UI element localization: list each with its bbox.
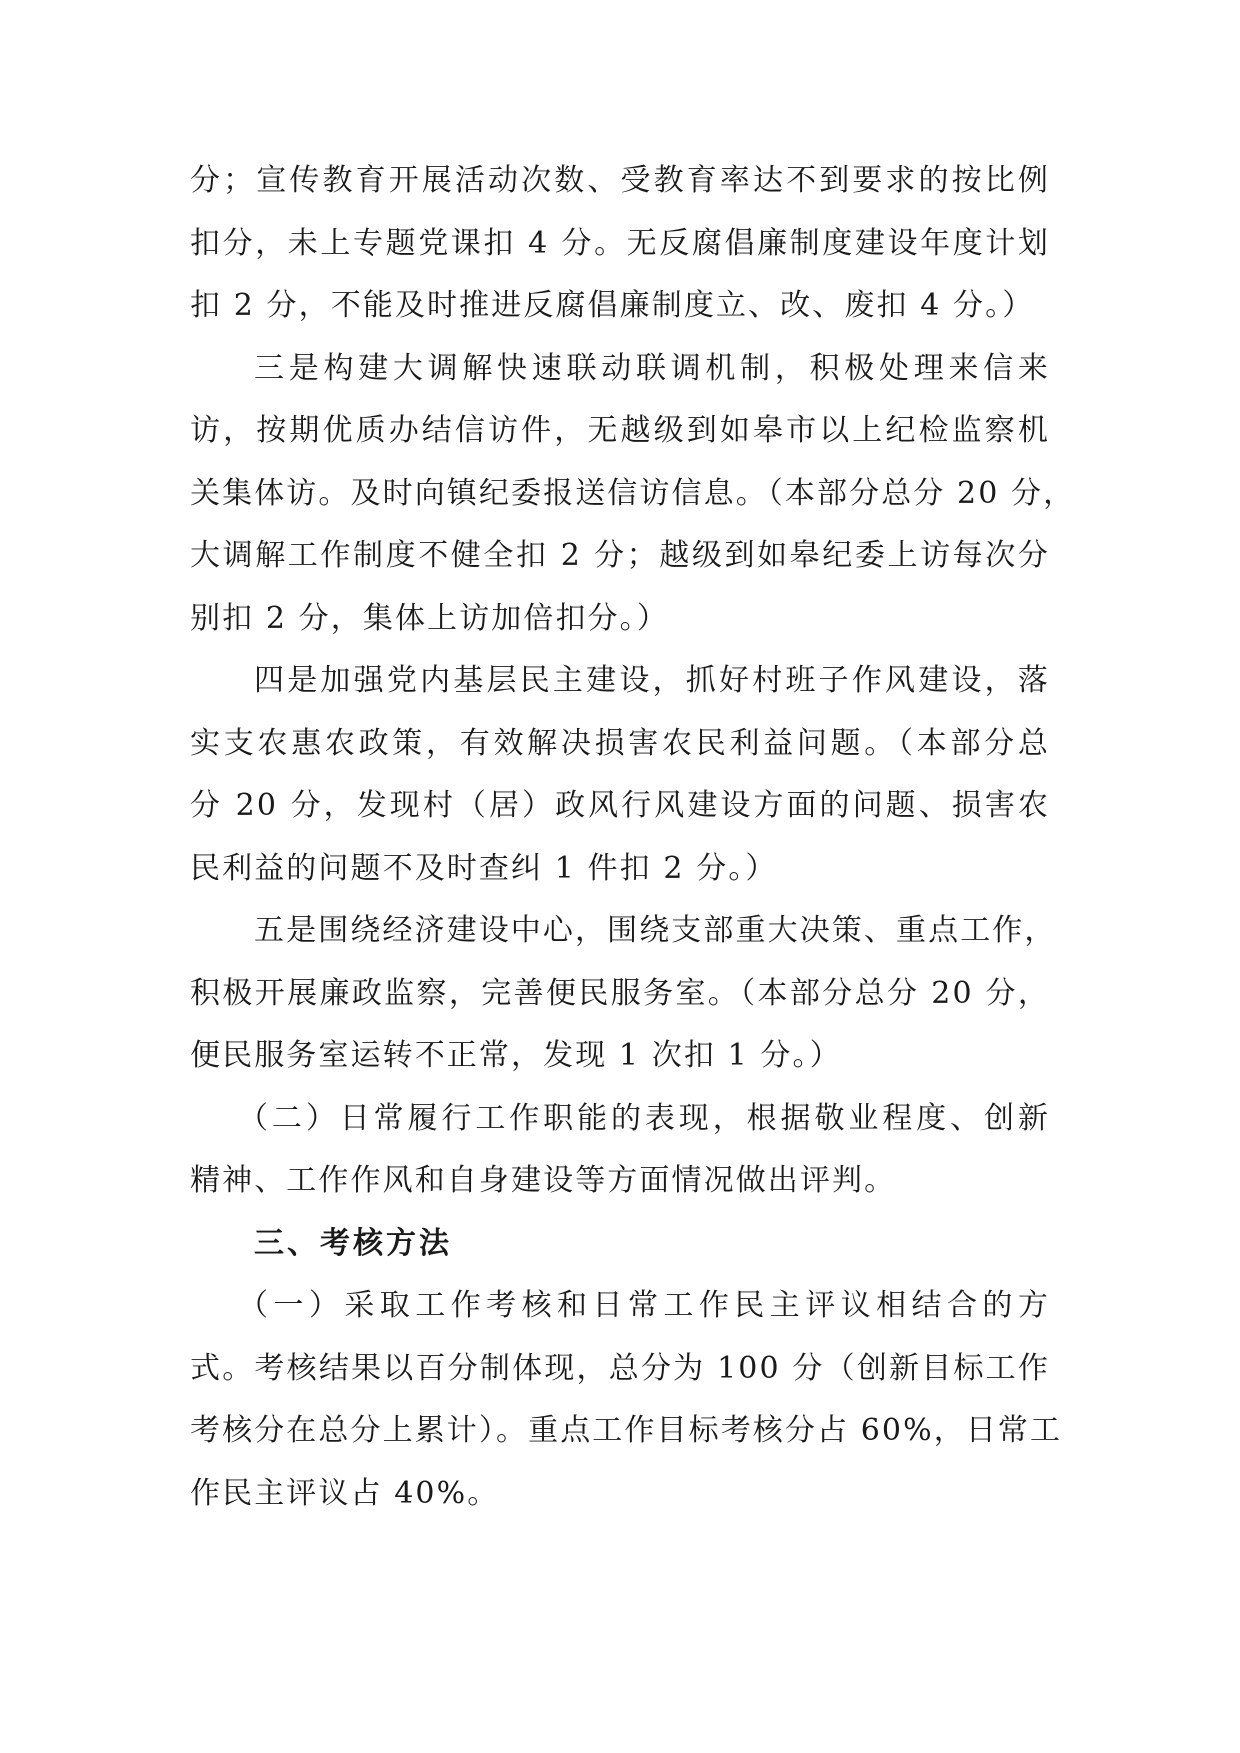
section-heading: 三、考核方法 xyxy=(254,1225,452,1261)
paragraph-3-line-2: 访，按期优质办结信访件，无越级到如皋市以上纪检监察机 xyxy=(190,413,1050,448)
method-1-line-2: 式。考核结果以百分制体现，总分为 100 分（创新目标工作 xyxy=(190,1350,1050,1386)
paragraph-4-line-4: 民利益的问题不及时查纠 1 件扣 2 分。） xyxy=(190,850,778,886)
paragraph-3-line-4: 大调解工作制度不健全扣 2 分；越级到如皋纪委上访每次分 xyxy=(190,538,1050,573)
method-1-line-3: 考核分在总分上累计）。重点工作目标考核分占 60%，日常工 xyxy=(190,1413,1063,1448)
section-2-line-1: （二）日常履行工作职能的表现，根据敬业程度、创新 xyxy=(238,1100,1050,1136)
text-line-2: 扣分，未上专题党课扣 4 分。无反腐倡廉制度建设年度计划 xyxy=(190,225,1050,261)
paragraph-5-line-3: 便民服务室运转不正常，发现 1 次扣 1 分。） xyxy=(190,1038,842,1073)
paragraph-3-line-3: 关集体访。及时向镇纪委报送信访信息。（本部分总分 20 分， xyxy=(190,475,1076,511)
paragraph-5-line-1: 五是围绕经济建设中心，围绕支部重大决策、重点工作， xyxy=(254,913,1057,948)
text-line-1: 分；宣传教育开展活动次数、受教育率达不到要求的按比例 xyxy=(190,163,1050,198)
text-line-3: 扣 2 分，不能及时推进反腐倡廉制度立、改、废扣 4 分。） xyxy=(190,288,1035,323)
paragraph-3-line-1: 三是构建大调解快速联动联调机制，积极处理来信来 xyxy=(254,350,1050,386)
method-1-line-1: （一）采取工作考核和日常工作民主评议相结合的方 xyxy=(238,1288,1050,1323)
method-1-line-4: 作民主评议占 40%。 xyxy=(190,1475,500,1511)
paragraph-3-line-5: 别扣 2 分，集体上访加倍扣分。） xyxy=(190,600,669,636)
section-2-line-2: 精神、工作作风和自身建设等方面情况做出评判。 xyxy=(190,1163,897,1198)
document-page xyxy=(190,150,1076,1525)
paragraph-4-line-2: 实支农惠农政策，有效解决损害农民利益问题。（本部分总 xyxy=(190,725,1050,761)
paragraph-5-line-2: 积极开展廉政监察，完善便民服务室。（本部分总分 20 分， xyxy=(190,975,1050,1011)
paragraph-4-line-1: 四是加强党内基层民主建设，抓好村班子作风建设，落 xyxy=(254,663,1050,698)
paragraph-4-line-3: 分 20 分，发现村（居）政风行风建设方面的问题、损害农 xyxy=(190,788,1050,823)
